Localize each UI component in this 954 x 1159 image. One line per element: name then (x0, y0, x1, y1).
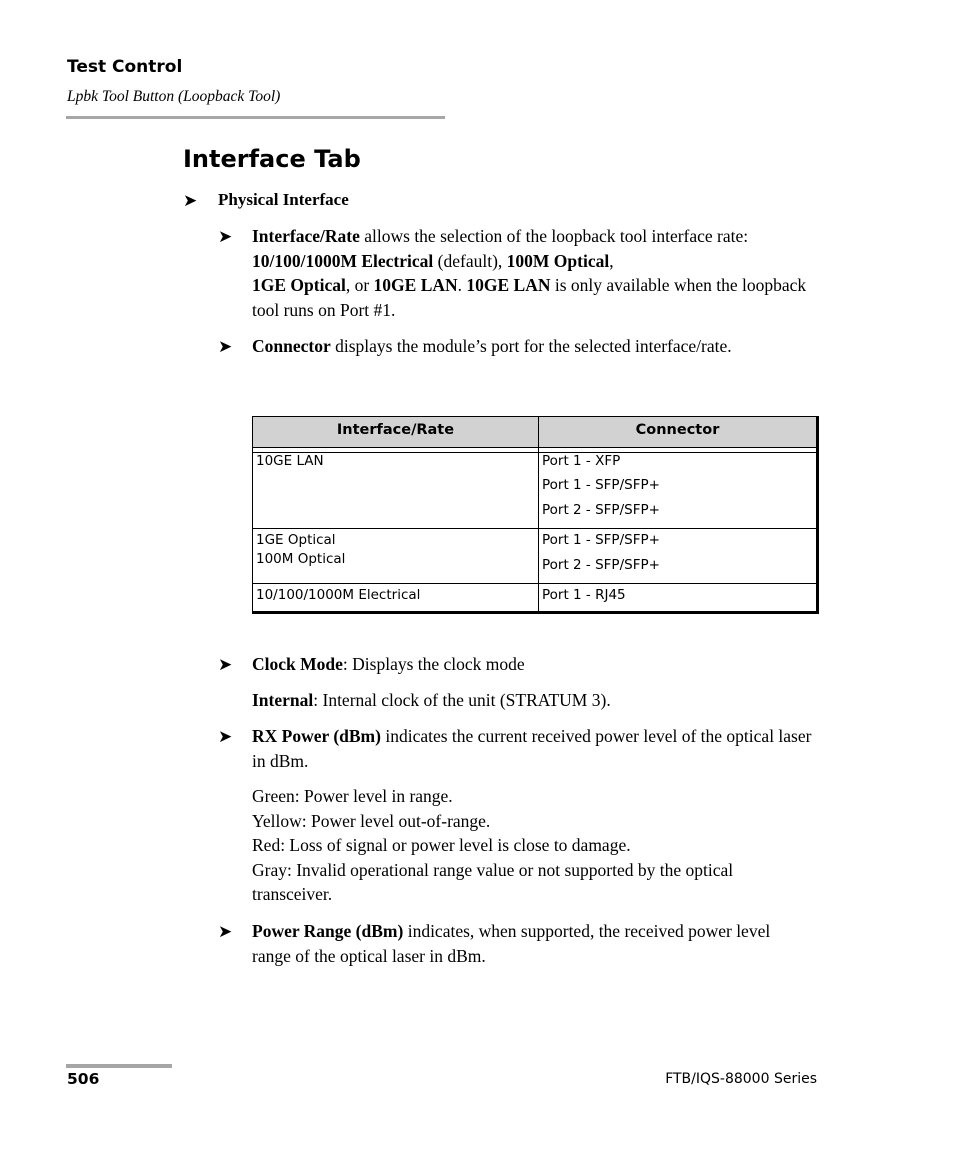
legend-gray: Gray: Invalid operational range value or not supported by the optical transceiver. (252, 859, 734, 905)
power-range-paragraph (252, 919, 812, 968)
power-range-term: Power Range (dBm) (252, 921, 404, 941)
table-cell-connector: Port 1 - RJ45 (542, 587, 626, 603)
legend-yellow: Yellow: Power level out-of-range. (252, 810, 491, 831)
bullet-arrow-icon: ➤ (218, 922, 233, 942)
option-1ge-optical: 1GE Optical (252, 275, 346, 296)
rx-power-legend (252, 784, 782, 907)
bullet-arrow-icon: ➤ (218, 227, 233, 247)
option-100m-optical: 100M Optical (506, 250, 610, 271)
rx-power-term: RX Power (dBm) (252, 726, 381, 746)
chapter-subtitle: Lpbk Tool Button (Loopback Tool) (67, 88, 281, 105)
text: , or (345, 275, 374, 296)
table-cell-connector: Port 2 - SFP/SFP+ (542, 557, 660, 573)
table-cell-interface: 1GE Optical (256, 532, 336, 548)
option-10ge-lan-note: 10GE LAN (466, 275, 551, 296)
product-series: FTB/IQS-88000 Series (665, 1071, 817, 1087)
bullet-arrow-icon: ➤ (218, 337, 233, 357)
internal-term: Internal (252, 690, 314, 710)
page-number: 506 (67, 1070, 100, 1088)
text: (default), (433, 250, 507, 271)
header-spacer (253, 448, 816, 453)
footer-rule (66, 1064, 172, 1068)
table-header-connector: Connector (635, 422, 720, 438)
row-divider (253, 528, 816, 529)
table-cell-interface: 10/100/1000M Electrical (256, 587, 421, 603)
header-rule (66, 116, 445, 119)
text: allows the selection of the loopback tool interface rate: (359, 226, 749, 246)
text: is only available when the loopback tool runs on Port #1. (252, 275, 807, 320)
table-header-interface: Interface/Rate (336, 422, 455, 438)
text: , (609, 250, 614, 271)
text: : Internal clock of the unit (STRATUM 3). (313, 690, 611, 710)
table-cell-connector: Port 1 - XFP (542, 453, 621, 469)
text: . (457, 275, 467, 296)
bullet-arrow-icon: ➤ (183, 191, 198, 211)
section-title: Interface Tab (183, 145, 361, 173)
clock-internal-paragraph (252, 688, 812, 713)
row-divider (253, 583, 816, 584)
table-header-row (253, 417, 816, 448)
table-cell-connector: Port 1 - SFP/SFP+ (542, 532, 660, 548)
interface-rate-paragraph (252, 224, 822, 322)
rx-power-paragraph (252, 724, 822, 773)
legend-green: Green: Power level in range. (252, 786, 453, 806)
text: indicates the current received power level of the optical laser in dBm. (252, 726, 812, 771)
option-electrical: 10/100/1000M Electrical (252, 250, 434, 271)
text: indicates, when supported, the received power level range of the optical laser in dBm. (252, 921, 771, 966)
table-cell-connector: Port 1 - SFP/SFP+ (542, 477, 660, 493)
bullet-arrow-icon: ➤ (218, 655, 233, 675)
physical-interface-heading: Physical Interface (218, 190, 349, 209)
interface-connector-table (252, 416, 819, 614)
connector-term: Connector (252, 336, 331, 356)
table-cell-connector: Port 2 - SFP/SFP+ (542, 502, 660, 518)
connector-paragraph (252, 334, 732, 359)
table-cell-interface: 10GE LAN (256, 453, 324, 469)
interface-rate-term: Interface/Rate (252, 226, 360, 246)
text: : Displays the clock mode (342, 654, 525, 674)
table-cell-interface: 100M Optical (256, 551, 346, 567)
bullet-arrow-icon: ➤ (218, 727, 233, 747)
chapter-title: Test Control (67, 57, 183, 77)
legend-red: Red: Loss of signal or power level is close to damage. (252, 835, 631, 856)
clock-mode-term: Clock Mode (252, 654, 343, 674)
option-10ge-lan: 10GE LAN (373, 275, 458, 296)
text: displays the module’s port for the selected interface/rate. (330, 336, 732, 356)
clock-mode-paragraph (252, 652, 812, 677)
